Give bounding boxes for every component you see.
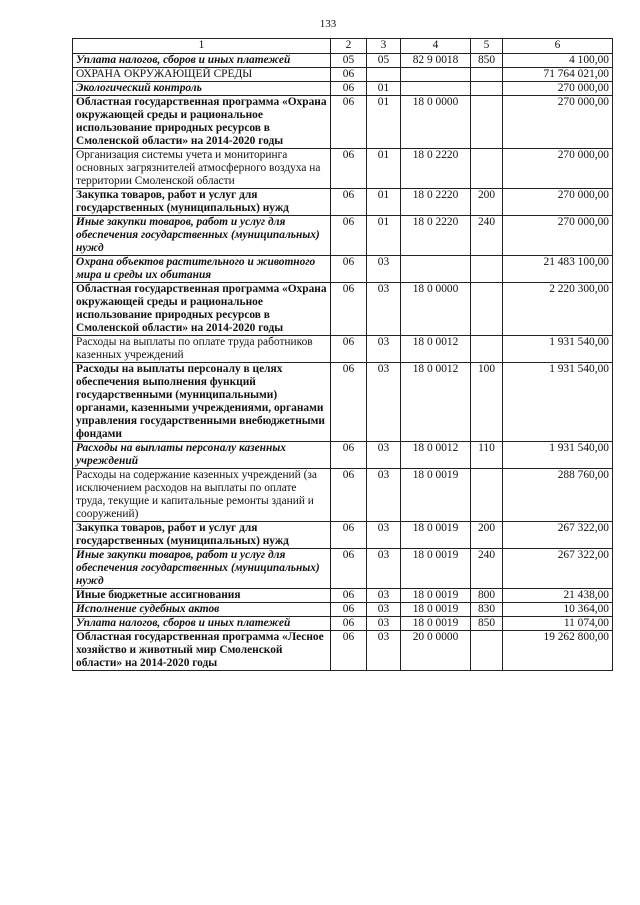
table-row xyxy=(73,216,613,256)
table-row xyxy=(73,283,613,336)
target-item-code: 18 0 2220 xyxy=(401,149,471,189)
amount: 1 931 540,00 xyxy=(503,336,613,363)
subsection-code: 03 xyxy=(367,256,401,283)
expense-type-code: 200 xyxy=(471,189,503,216)
target-item-code: 18 0 0000 xyxy=(401,96,471,149)
subsection-code: 03 xyxy=(367,522,401,549)
subsection-code: 03 xyxy=(367,617,401,631)
table-row xyxy=(73,363,613,442)
target-item-code xyxy=(401,68,471,82)
amount: 11 074,00 xyxy=(503,617,613,631)
target-item-code: 18 0 0019 xyxy=(401,589,471,603)
subsection-code: 03 xyxy=(367,336,401,363)
subsection-code: 01 xyxy=(367,82,401,96)
section-code: 06 xyxy=(331,363,367,442)
section-code: 06 xyxy=(331,216,367,256)
line-item-name: Областная государственная программа «Охрана окружающей среды и рациональное использование природных ресурсов в Смоленской области» на 2014-2020 годы xyxy=(73,283,331,336)
target-item-code: 18 0 0019 xyxy=(401,549,471,589)
section-code: 06 xyxy=(331,442,367,469)
line-item-name: Уплата налогов, сборов и иных платежей xyxy=(73,617,331,631)
table-row xyxy=(73,68,613,82)
amount: 270 000,00 xyxy=(503,189,613,216)
section-code: 05 xyxy=(331,54,367,68)
target-item-code: 18 0 0019 xyxy=(401,603,471,617)
table-row xyxy=(73,603,613,617)
section-code: 06 xyxy=(331,149,367,189)
line-item-name: ОХРАНА ОКРУЖАЮЩЕЙ СРЕДЫ xyxy=(73,68,331,82)
amount: 71 764 021,00 xyxy=(503,68,613,82)
line-item-name: Охрана объектов растительного и животного мира и среды их обитания xyxy=(73,256,331,283)
section-code: 06 xyxy=(331,631,367,671)
expense-type-code xyxy=(471,631,503,671)
target-item-code xyxy=(401,82,471,96)
amount: 267 322,00 xyxy=(503,522,613,549)
table-row xyxy=(73,549,613,589)
expense-type-code: 110 xyxy=(471,442,503,469)
amount: 270 000,00 xyxy=(503,96,613,149)
section-code: 06 xyxy=(331,549,367,589)
line-item-name: Закупка товаров, работ и услуг для государственных (муниципальных) нужд xyxy=(73,522,331,549)
section-code: 06 xyxy=(331,96,367,149)
target-item-code: 18 0 0012 xyxy=(401,363,471,442)
table-row xyxy=(73,617,613,631)
expense-type-code: 240 xyxy=(471,216,503,256)
table-row xyxy=(73,631,613,671)
section-code: 06 xyxy=(331,68,367,82)
line-item-name: Иные бюджетные ассигнования xyxy=(73,589,331,603)
target-item-code: 18 0 2220 xyxy=(401,189,471,216)
amount: 270 000,00 xyxy=(503,82,613,96)
column-header: 4 xyxy=(401,39,471,54)
amount: 19 262 800,00 xyxy=(503,631,613,671)
amount: 4 100,00 xyxy=(503,54,613,68)
expense-type-code: 850 xyxy=(471,617,503,631)
subsection-code: 03 xyxy=(367,442,401,469)
section-code: 06 xyxy=(331,189,367,216)
column-number-row xyxy=(73,39,613,54)
subsection-code: 03 xyxy=(367,549,401,589)
section-code: 06 xyxy=(331,522,367,549)
line-item-name: Расходы на выплаты персоналу казенных учреждений xyxy=(73,442,331,469)
table-row xyxy=(73,522,613,549)
target-item-code: 18 0 0012 xyxy=(401,336,471,363)
column-header: 3 xyxy=(367,39,401,54)
table-row xyxy=(73,96,613,149)
table-row xyxy=(73,336,613,363)
target-item-code: 18 0 0019 xyxy=(401,469,471,522)
target-item-code: 82 9 0018 xyxy=(401,54,471,68)
column-header: 2 xyxy=(331,39,367,54)
section-code: 06 xyxy=(331,603,367,617)
amount: 1 931 540,00 xyxy=(503,442,613,469)
subsection-code xyxy=(367,68,401,82)
target-item-code: 18 0 2220 xyxy=(401,216,471,256)
target-item-code: 18 0 0012 xyxy=(401,442,471,469)
line-item-name: Иные закупки товаров, работ и услуг для обеспечения государственных (муниципальных) нужд xyxy=(73,216,331,256)
line-item-name: Иные закупки товаров, работ и услуг для обеспечения государственных (муниципальных) нужд xyxy=(73,549,331,589)
expense-type-code: 240 xyxy=(471,549,503,589)
amount: 10 364,00 xyxy=(503,603,613,617)
line-item-name: Исполнение судебных актов xyxy=(73,603,331,617)
amount: 1 931 540,00 xyxy=(503,363,613,442)
table-row xyxy=(73,82,613,96)
target-item-code xyxy=(401,256,471,283)
expense-type-code xyxy=(471,96,503,149)
line-item-name: Расходы на выплаты персоналу в целях обеспечения выполнения функций государственными (муниципальными) органами, казенными учреждениями, органами управления государственными внебюджетными фондами xyxy=(73,363,331,442)
expense-type-code xyxy=(471,256,503,283)
table-row xyxy=(73,469,613,522)
amount: 288 760,00 xyxy=(503,469,613,522)
subsection-code: 01 xyxy=(367,149,401,189)
section-code: 06 xyxy=(331,589,367,603)
table-row xyxy=(73,149,613,189)
expense-type-code: 200 xyxy=(471,522,503,549)
line-item-name: Организация системы учета и мониторинга основных загрязнителей атмосферного воздуха на территории Смоленской области xyxy=(73,149,331,189)
line-item-name: Областная государственная программа «Охрана окружающей среды и рациональное использование природных ресурсов в Смоленской области» на 2014-2020 годы xyxy=(73,96,331,149)
expense-type-code: 850 xyxy=(471,54,503,68)
subsection-code: 03 xyxy=(367,283,401,336)
subsection-code: 03 xyxy=(367,603,401,617)
section-code: 06 xyxy=(331,82,367,96)
line-item-name: Закупка товаров, работ и услуг для государственных (муниципальных) нужд xyxy=(73,189,331,216)
table-row xyxy=(73,189,613,216)
amount: 21 438,00 xyxy=(503,589,613,603)
amount: 21 483 100,00 xyxy=(503,256,613,283)
section-code: 06 xyxy=(331,617,367,631)
amount: 2 220 300,00 xyxy=(503,283,613,336)
target-item-code: 18 0 0019 xyxy=(401,522,471,549)
column-header: 6 xyxy=(503,39,613,54)
table-row xyxy=(73,442,613,469)
line-item-name: Уплата налогов, сборов и иных платежей xyxy=(73,54,331,68)
table-row xyxy=(73,54,613,68)
line-item-name: Расходы на выплаты по оплате труда работников казенных учреждений xyxy=(73,336,331,363)
expense-type-code: 830 xyxy=(471,603,503,617)
table-row xyxy=(73,589,613,603)
table-row xyxy=(73,256,613,283)
subsection-code: 03 xyxy=(367,631,401,671)
subsection-code: 01 xyxy=(367,189,401,216)
budget-table-body xyxy=(73,54,613,671)
section-code: 06 xyxy=(331,283,367,336)
subsection-code: 01 xyxy=(367,96,401,149)
subsection-code: 03 xyxy=(367,589,401,603)
page-number: 133 xyxy=(319,18,337,30)
subsection-code: 05 xyxy=(367,54,401,68)
section-code: 06 xyxy=(331,256,367,283)
expense-type-code xyxy=(471,68,503,82)
subsection-code: 01 xyxy=(367,216,401,256)
section-code: 06 xyxy=(331,336,367,363)
column-header: 1 xyxy=(73,39,331,54)
target-item-code: 20 0 0000 xyxy=(401,631,471,671)
section-code: 06 xyxy=(331,469,367,522)
line-item-name: Областная государственная программа «Лесное хозяйство и животный мир Смоленской области» на 2014-2020 годы xyxy=(73,631,331,671)
expense-type-code xyxy=(471,283,503,336)
expense-type-code: 800 xyxy=(471,589,503,603)
subsection-code: 03 xyxy=(367,363,401,442)
expense-type-code xyxy=(471,336,503,363)
expense-type-code: 100 xyxy=(471,363,503,442)
budget-table xyxy=(72,38,613,671)
line-item-name: Расходы на содержание казенных учреждений (за исключением расходов на выплаты по оплате труда, текущие и капитальные ремонты зданий и сооружений) xyxy=(73,469,331,522)
expense-type-code xyxy=(471,149,503,189)
line-item-name: Экологический контроль xyxy=(73,82,331,96)
amount: 270 000,00 xyxy=(503,149,613,189)
amount: 267 322,00 xyxy=(503,549,613,589)
target-item-code: 18 0 0019 xyxy=(401,617,471,631)
amount: 270 000,00 xyxy=(503,216,613,256)
target-item-code: 18 0 0000 xyxy=(401,283,471,336)
expense-type-code xyxy=(471,469,503,522)
expense-type-code xyxy=(471,82,503,96)
column-header: 5 xyxy=(471,39,503,54)
subsection-code: 03 xyxy=(367,469,401,522)
